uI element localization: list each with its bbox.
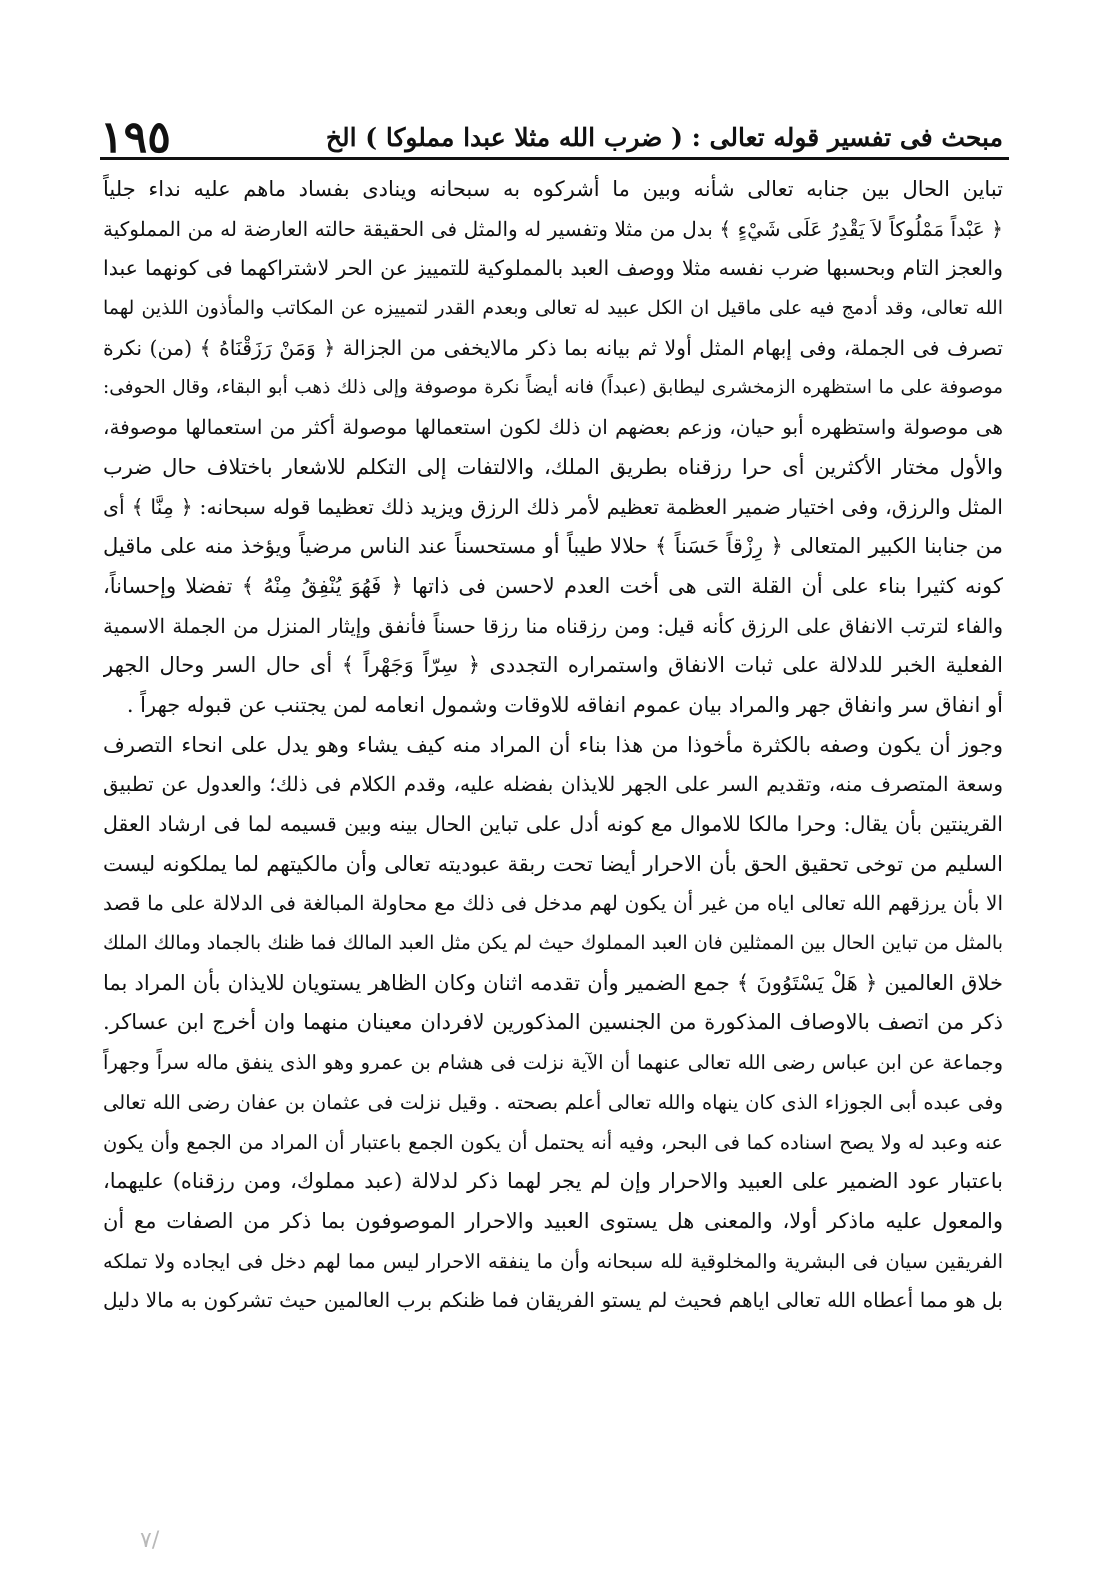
text-line: أو انفاق سر وانفاق جهر والمراد بيان عموم انفاقه للاوقات وشمول انعامه لمن يجتنب عن قبوله جهراً .: [126, 692, 1003, 717]
text-line: وجوز أن يكون وصفه بالكثرة مأخوذا من هذا بناء أن المراد منه كيف يشاء وهو يدل على انحاء التصرف: [103, 732, 1003, 757]
text-line: بل هو مما أعطاه الله تعالى اياهم فحيث لم يستو الفريقان فما ظنكم برب العالمين حيث تشركون به مالا دليل: [103, 1288, 1003, 1313]
text-line: تصرف فى الجملة، وفى إبهام المثل أولا ثم بيانه بما ذكر مالايخفى من الجزالة ﴿ وَمَنْ رَزَقْنَاهُ ﴾ (من) نكرة: [103, 335, 1003, 360]
text-line: الفعلية الخبر للدلالة على ثبات الانفاق واستمراره التجددى ﴿ سِرّاً وَجَهْراً ﴾ أى حال السر وحال الجهر: [103, 653, 1003, 678]
text-line: والفاء لترتب الانفاق على الرزق كأنه قيل: ومن رزقناه منا رزقا حسناً فأنفق وإيثار المنزل من الجملة الاسمية: [103, 613, 1003, 638]
running-title: مبحث فى تفسير قوله تعالى : ( ضرب الله مثلا عبدا مملوكا ) الخ: [325, 122, 1003, 152]
body-text: [103, 170, 1003, 1321]
text-line: الا بأن يرزقهم الله تعالى اياه من غير أن يكون لهم مدخل فى ذلك مع محاولة المبالغة فى الدلالة على ما قصد: [103, 891, 1003, 916]
text-line: وسعة المتصرف منه، وتقديم السر على الجهر للايذان بفضله عليه، وقدم الكلام فى ذلك؛ والعدول عن تطبيق: [103, 772, 1003, 797]
text-line: عنه وعبد له ولا يصح اسناده كما فى البحر، وفيه أنه يحتمل أن يكون الجمع باعتبار أن المراد من الجمع وأن يكون: [103, 1130, 1003, 1154]
text-line: من جنابنا الكبير المتعالى ﴿ رِزْقاً حَسَناً ﴾ حلالا طيباً أو مستحسناً عند الناس مرضياً ويؤخذ منه على ماقيل: [103, 534, 1003, 559]
text-line: هى موصولة واستظهره أبو حيان، وزعم بعضهم ان ذلك لكون استعمالها موصولة أكثر من استعمالها موصوفة،: [103, 415, 1003, 440]
text-line: ذكر من اتصف بالاوصاف المذكورة من الجنسين المذكورين لافردان معينان منهما وان أخرج ابن عساكر.: [103, 1010, 1003, 1035]
text-line: المثل والرزق، وفى اختيار ضمير العظمة تعظيم لأمر ذلك الرزق ويزيد ذلك تعظيما قوله سبحانه: ﴿ مِنَّا ﴾ أى: [103, 494, 1003, 519]
margin-mark: /٧: [140, 1528, 160, 1553]
text-line: الله تعالى، وقد أدمج فيه على ماقيل ان الكل عبيد له تعالى وبعدم القدر لتمييزه عن المكاتب والمأذون اللذين لهما: [103, 297, 1003, 320]
text-line: والعجز التام وبحسبها ضرب نفسه مثلا ووصف العبد بالمملوكية للتمييز عن الحر لاشتراكهما فى كونهما عبدا: [103, 256, 1003, 281]
text-line: وفى عبده أبى الجوزاء الذى كان ينهاه والله تعالى أعلم بصحته . وقيل نزلت فى عثمان بن عفان رضى الله تعالى: [103, 1090, 1003, 1114]
text-line: والمعول عليه ماذكر أولا، والمعنى هل يستوى العبيد والاحرار الموصوفون بما ذكر من الصفات مع أن: [103, 1208, 1003, 1233]
text-line: وجماعة عن ابن عباس رضى الله تعالى عنهما أن الآية نزلت فى هشام بن عمرو وهو الذى ينفق ماله سراً وجهراً: [103, 1051, 1003, 1075]
text-line: الفريقين سيان فى البشرية والمخلوقية لله سبحانه وأن ما ينفقه الاحرار ليس مما لهم دخل فى ايجاده ولا تملكه: [103, 1249, 1003, 1273]
text-line: القرينتين بأن يقال: وحرا مالكا للاموال مع كونه أدل على تباين الحال بينه وبين قسيمه لما فى ارشاد العقل: [103, 812, 1003, 836]
page-number: ١٩٥: [100, 111, 171, 163]
text-line: تباين الحال بين جنابه تعالى شأنه وبين ما أشركوه به سبحانه وينادى بفساد ماهم عليه نداء جلياً: [103, 177, 1003, 201]
text-line: بالمثل من تباين الحال بين الممثلين فان العبد المملوك حيث لم يكن مثل العبد المالك فما ظنك بالجماد ومالك الملك: [103, 932, 1003, 955]
text-line: والأول مختار الأكثرين أى حرا رزقناه بطريق الملك، والالتفات إلى التكلم للاشعار باختلاف حال ضرب: [103, 454, 1003, 479]
text-line: السليم من توخى تحقيق الحق بأن الاحرار أيضا تحت ربقة عبوديته تعالى وأن مالكيتهم لما يملكونه ليست: [103, 851, 1003, 876]
text-line: خلاق العالمين ﴿ هَلْ يَسْتَوُونَ ﴾ جمع الضمير وأن تقدمه اثنان وكان الظاهر يستويان للايذان بأن المراد بما: [103, 970, 1003, 995]
header-divider: [100, 157, 1009, 160]
text-line: باعتبار عود الضمير على العبيد والاحرار وإن لم يجر لهما ذكر لدلالة (عبد مملوك، ومن رزقناه) عليهما،: [103, 1169, 1003, 1194]
text-line: موصوفة على ما استظهره الزمخشرى ليطابق (عبداً) فانه أيضاً نكرة موصوفة وإلى ذلك ذهب أبو البقاء، وقال الحوفى:: [103, 377, 1003, 399]
text-line: ﴿ عَبْداً مَمْلُوكاً لاَ يَقْدِرُ عَلَى شَيْءٍ ﴾ بدل من مثلا وتفسير له والمثل فى الحقيقة حالته العارضة له من المملوكية: [103, 216, 1003, 241]
page-header: [100, 112, 1003, 162]
text-line: كونه كثيرا بناء على أن القلة التى هى أخت العدم لاحسن فى ذاتها ﴿ فَهُوَ يُنْفِقُ مِنْهُ ﴾ تفضلا وإحساناً،: [103, 573, 1003, 598]
